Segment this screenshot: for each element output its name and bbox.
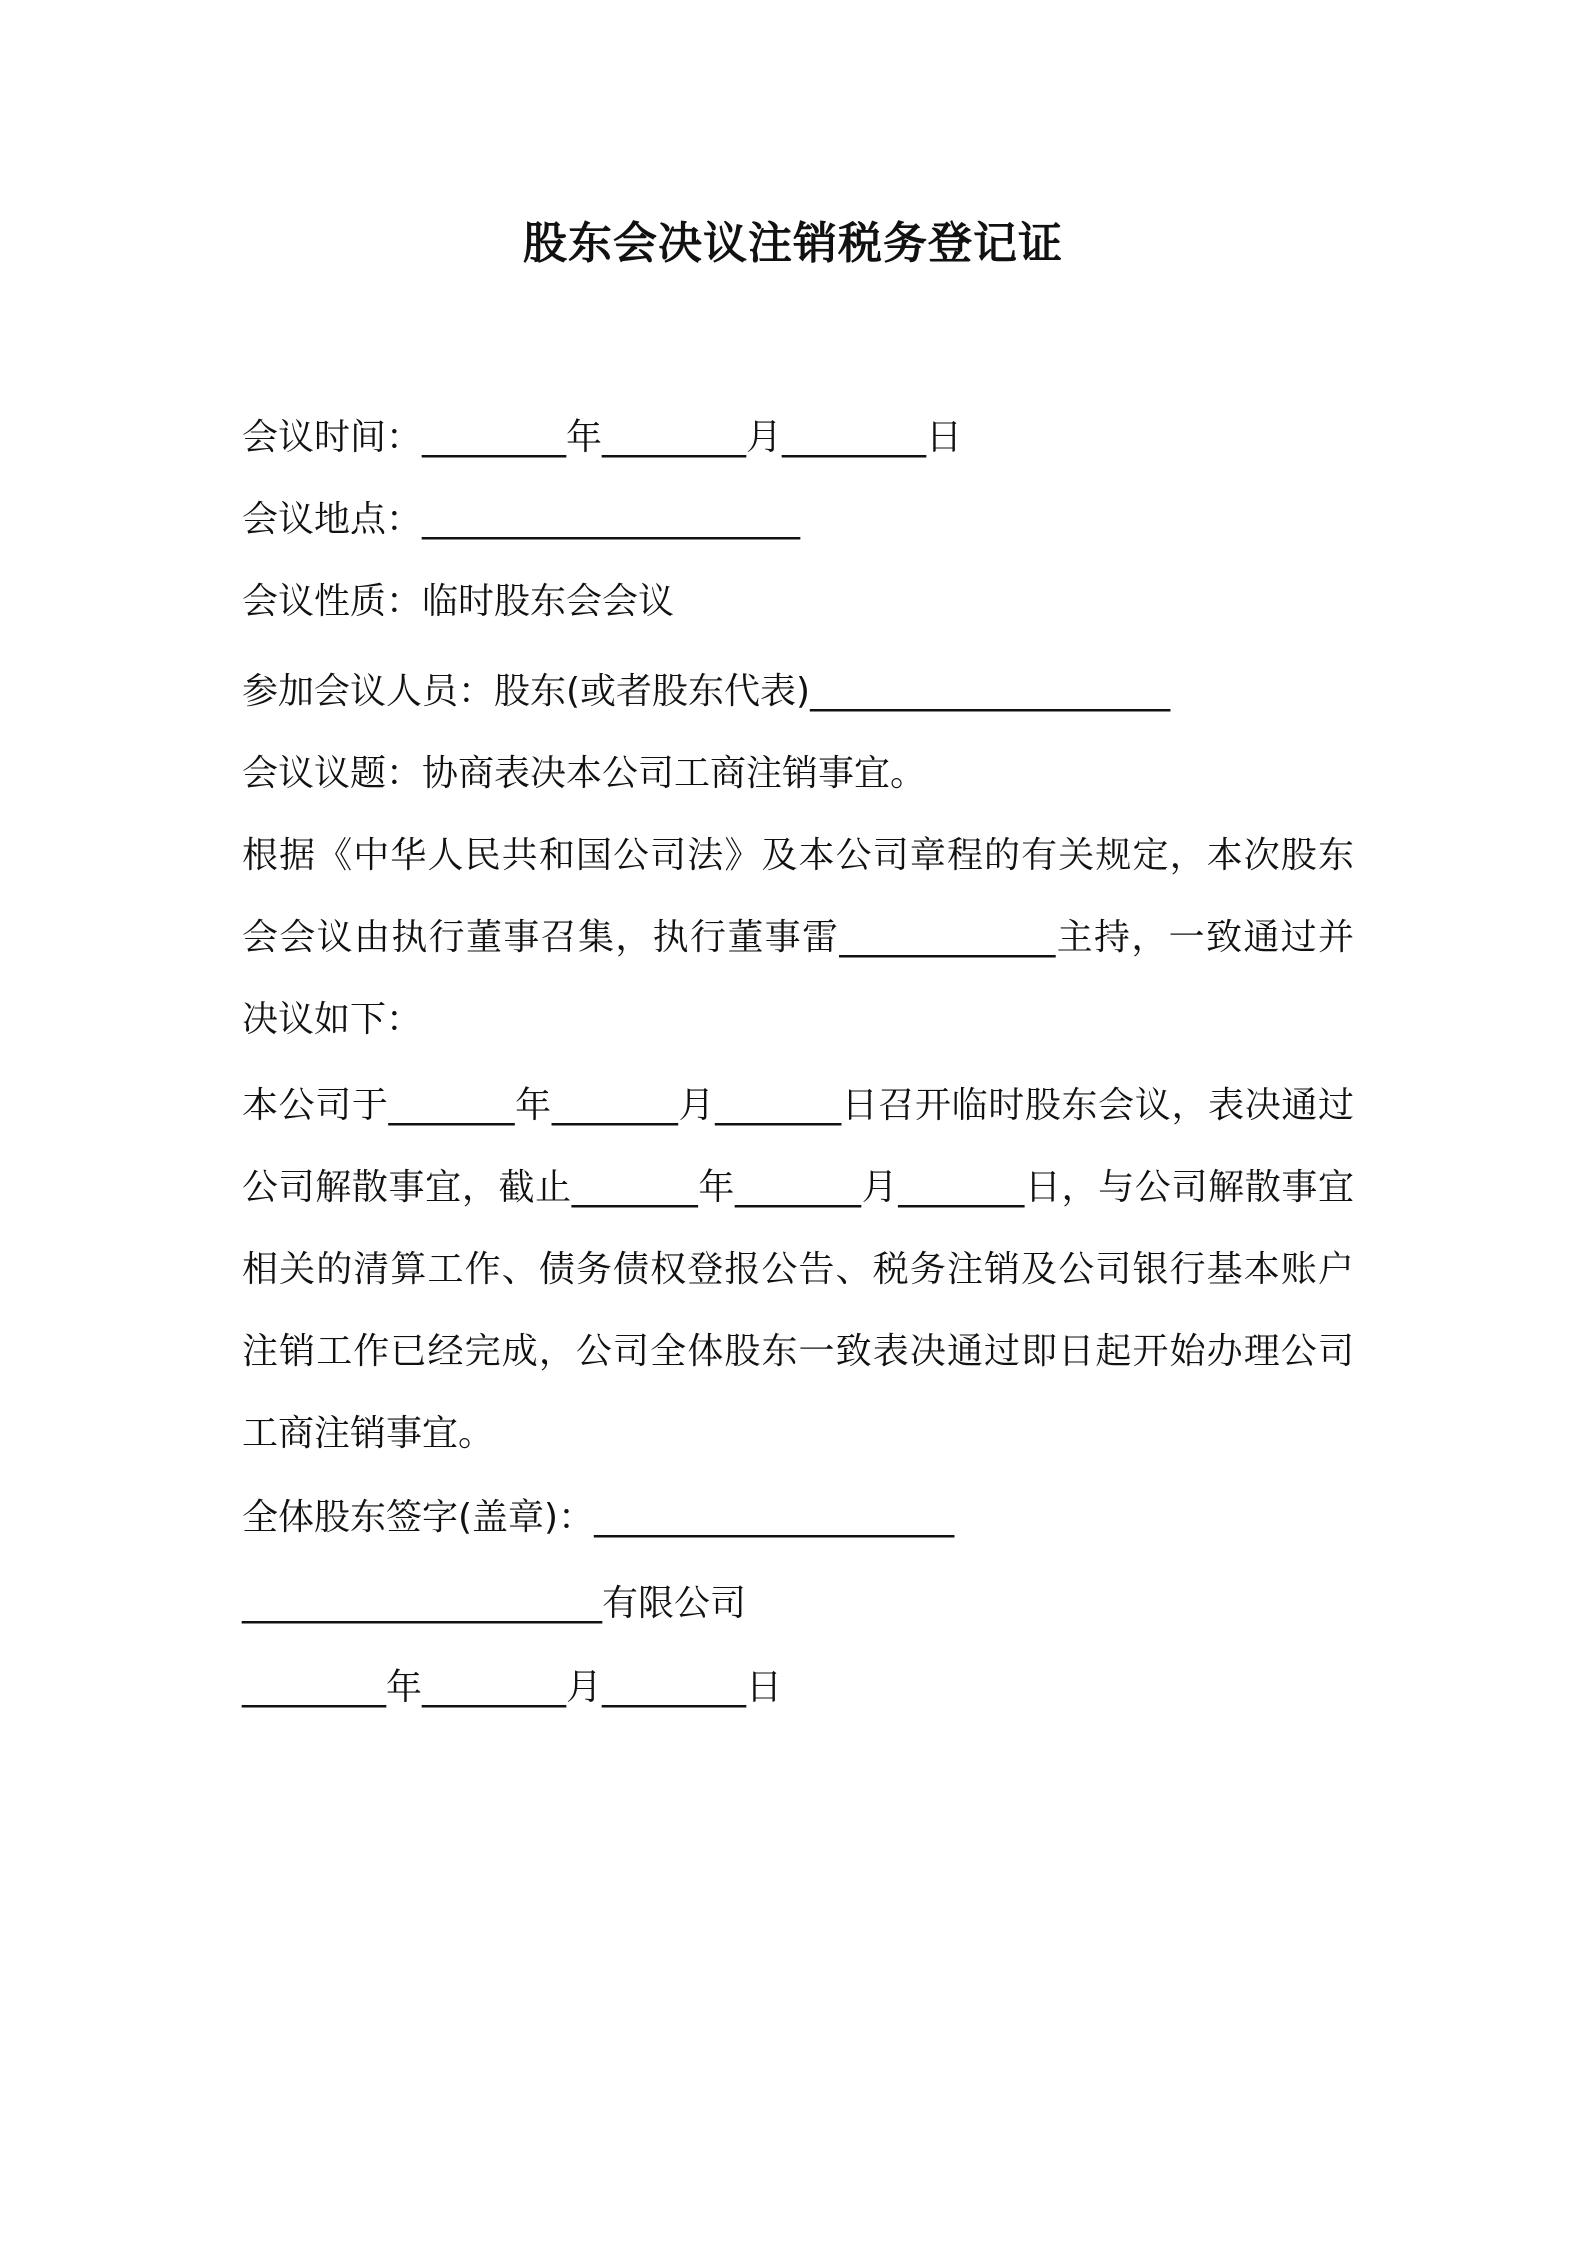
paragraph-2-line: 本公司于_______年_______月_______日召开临时股东会议，表决通过 (242, 1085, 1354, 1126)
company-name-field: ____________________有限公司 (242, 1583, 747, 1624)
paragraph-2-line: 注销工作已经完成，公司全体股东一致表决通过即日起开始办理公司 (242, 1331, 1354, 1372)
paragraph-2-line: 公司解散事宜，截止_______年_______月_______日，与公司解散事宜 (242, 1167, 1354, 1208)
meeting-time-field: 会议时间：________年________月________日 (242, 417, 963, 458)
paragraph-2-line: 相关的清算工作、债务债权登报公告、税务注销及公司银行基本账户 (242, 1249, 1354, 1290)
paragraph-2-line: 工商注销事宜。 (242, 1413, 495, 1454)
shareholders-signature-field: 全体股东签字(盖章)：____________________ (242, 1497, 955, 1538)
paragraph-1-line: 决议如下： (242, 999, 423, 1040)
agenda-field: 会议议题：协商表决本公司工商注销事宜。 (242, 753, 927, 794)
document-title: 股东会决议注销税务登记证 (523, 218, 1063, 269)
meeting-place-field: 会议地点：_____________________ (242, 499, 801, 540)
paragraph-1-line: 会会议由执行董事召集，执行董事雷____________主持，一致通过并 (242, 917, 1354, 958)
paragraph-1-line: 根据《中华人民共和国公司法》及本公司章程的有关规定，本次股东 (242, 835, 1354, 876)
meeting-nature-field: 会议性质：临时股东会会议 (242, 581, 675, 622)
signature-date-field: ________年________月________日 (242, 1667, 782, 1708)
attendees-field: 参加会议人员：股东(或者股东代表)____________________ (242, 671, 1171, 712)
